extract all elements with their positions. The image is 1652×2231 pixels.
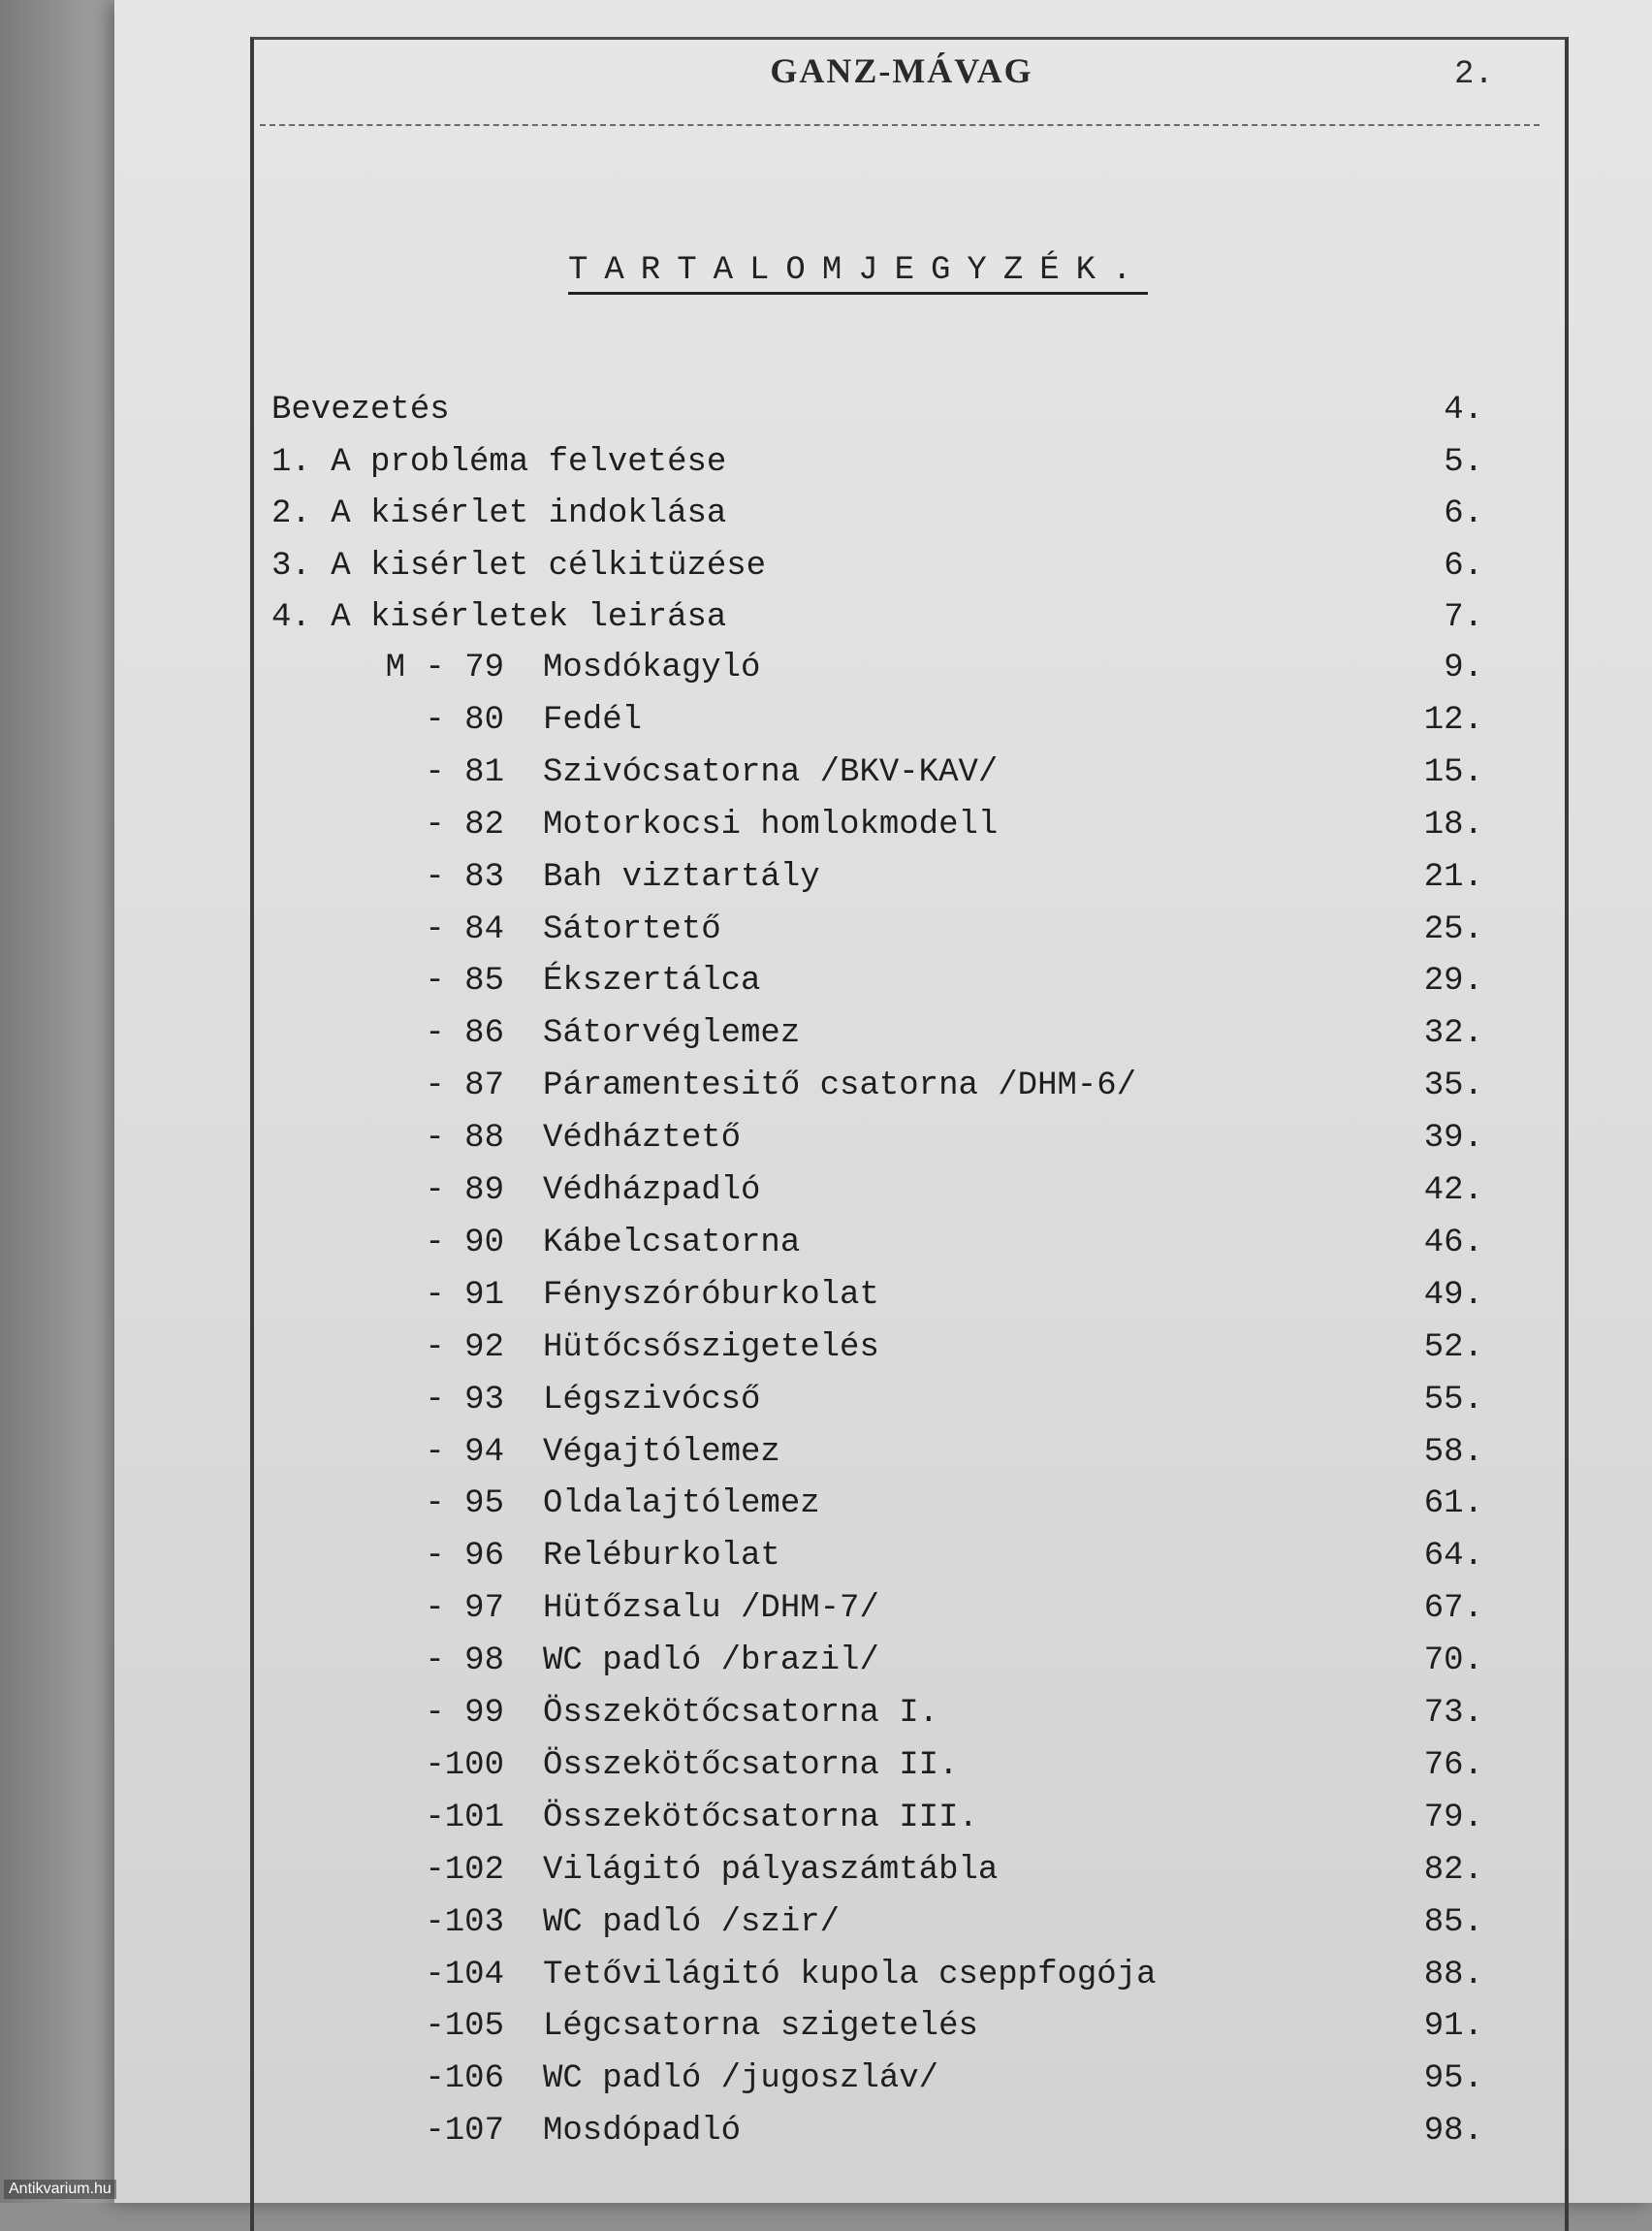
toc-item-code: - 88 xyxy=(425,1120,504,1157)
toc-item-row xyxy=(0,957,1648,1005)
toc-item-code: -106 xyxy=(425,2060,504,2097)
toc-item-title: Hütőcsőszigetelés xyxy=(543,1329,879,1366)
toc-page-number: 55. xyxy=(1423,1382,1483,1418)
toc-item-title: Mosdókagyló xyxy=(543,650,761,686)
toc-item-code: -104 xyxy=(425,1957,504,1993)
toc-item-title: Védháztető xyxy=(543,1120,742,1157)
toc-item-title: Motorkocsi homlokmodell xyxy=(543,807,999,844)
toc-item-title: Oldalajtólemez xyxy=(543,1485,820,1522)
toc-page-number: 4. xyxy=(1444,392,1483,429)
toc-item-code: - 80 xyxy=(425,702,504,739)
toc-item-row xyxy=(0,696,1648,745)
toc-page-number: 73. xyxy=(1423,1695,1483,1732)
toc-item-title: Bah viztartály xyxy=(543,859,820,896)
toc-section-label: Bevezetés xyxy=(271,392,450,429)
toc-item-row xyxy=(0,1689,1648,1737)
toc-page-number: 6. xyxy=(1444,495,1483,532)
toc-item-title: Összekötőcsatorna II. xyxy=(543,1747,959,1784)
toc-item-title: Fényszóróburkolat xyxy=(543,1277,879,1314)
toc-item-row xyxy=(0,2002,1648,2051)
toc-item-code: M - 79 xyxy=(385,650,504,686)
toc-item-title: WC padló /jugoszláv/ xyxy=(543,2060,939,2097)
toc-item-row xyxy=(0,1009,1648,1058)
toc-item-code: - 95 xyxy=(425,1485,504,1522)
toc-page-number: 61. xyxy=(1423,1485,1483,1522)
toc-item-title: Világitó pályaszámtábla xyxy=(543,1852,999,1889)
toc-item-row xyxy=(0,801,1648,849)
toc-item-code: -103 xyxy=(425,1904,504,1941)
toc-item-code: - 90 xyxy=(425,1225,504,1261)
toc-item-code: - 92 xyxy=(425,1329,504,1366)
toc-item-title: Páramentesitő csatorna /DHM-6/ xyxy=(543,1068,1137,1104)
toc-page-number: 29. xyxy=(1423,963,1483,1000)
toc-section-row xyxy=(0,438,1648,487)
toc-page-number: 39. xyxy=(1423,1120,1483,1157)
toc-item-code: -102 xyxy=(425,1852,504,1889)
toc-item-title: Fedél xyxy=(543,702,643,739)
toc-item-title: Kábelcsatorna xyxy=(543,1225,801,1261)
header-divider xyxy=(260,124,1540,126)
toc-page-number: 91. xyxy=(1423,2008,1483,2045)
toc-item-row xyxy=(0,1794,1648,1842)
toc-page-number: 15. xyxy=(1423,754,1483,791)
toc-item-code: - 83 xyxy=(425,859,504,896)
toc-item-title: Szivócsatorna /BKV-KAV/ xyxy=(543,754,999,791)
toc-page-number: 76. xyxy=(1423,1747,1483,1784)
toc-page-number: 67. xyxy=(1423,1590,1483,1627)
toc-item-code: -100 xyxy=(425,1747,504,1784)
toc-item-title: Hütőzsalu /DHM-7/ xyxy=(543,1590,879,1627)
toc-item-row xyxy=(0,2107,1648,2155)
toc-section-label: 2. A kisérlet indoklása xyxy=(271,495,727,532)
toc-page-number: 52. xyxy=(1423,1329,1483,1366)
toc-page-number: 46. xyxy=(1423,1225,1483,1261)
toc-page-number: 64. xyxy=(1423,1538,1483,1575)
toc-item-title: Sátorvéglemez xyxy=(543,1015,801,1052)
toc-item-row xyxy=(0,1584,1648,1633)
toc-item-title: Mosdópadló xyxy=(543,2113,742,2150)
toc-item-row xyxy=(0,1219,1648,1267)
toc-item-code: - 82 xyxy=(425,807,504,844)
toc-item-title: Összekötőcsatorna I. xyxy=(543,1695,939,1732)
toc-item-row xyxy=(0,906,1648,954)
toc-page-number: 49. xyxy=(1423,1277,1483,1314)
toc-item-code: -105 xyxy=(425,2008,504,2045)
company-name: GANZ-MÁVAG xyxy=(770,51,1033,90)
toc-page-number: 79. xyxy=(1423,1800,1483,1836)
toc-item-title: Ékszertálca xyxy=(543,963,761,1000)
toc-item-title: Tetővilágitó kupola cseppfogója xyxy=(543,1957,1157,1993)
toc-page-number: 12. xyxy=(1423,702,1483,739)
toc-page-number: 35. xyxy=(1423,1068,1483,1104)
toc-page-number: 32. xyxy=(1423,1015,1483,1052)
toc-page-number: 58. xyxy=(1423,1434,1483,1471)
toc-item-row xyxy=(0,644,1648,692)
toc-item-row xyxy=(0,1637,1648,1685)
toc-item-code: - 99 xyxy=(425,1695,504,1732)
toc-item-code: - 91 xyxy=(425,1277,504,1314)
toc-item-code: -101 xyxy=(425,1800,504,1836)
toc-page-number: 42. xyxy=(1423,1172,1483,1209)
toc-item-row xyxy=(0,1271,1648,1320)
toc-item-title: Légcsatorna szigetelés xyxy=(543,2008,978,2045)
toc-item-row xyxy=(0,1062,1648,1110)
toc-item-code: - 86 xyxy=(425,1015,504,1052)
toc-page-number: 9. xyxy=(1444,650,1483,686)
toc-item-code: - 98 xyxy=(425,1642,504,1679)
toc-item-row xyxy=(0,1166,1648,1215)
toc-section-row xyxy=(0,386,1648,434)
toc-item-code: - 89 xyxy=(425,1172,504,1209)
toc-item-title: Légszivócső xyxy=(543,1382,761,1418)
toc-item-title: WC padló /szir/ xyxy=(543,1904,841,1941)
toc-item-row xyxy=(0,1846,1648,1895)
watermark: Antikvarium.hu xyxy=(4,2180,116,2199)
toc-page-number: 95. xyxy=(1423,2060,1483,2097)
toc-item-code: - 93 xyxy=(425,1382,504,1418)
toc-section-row xyxy=(0,542,1648,590)
toc-section-label: 1. A probléma felvetése xyxy=(271,444,727,481)
toc-page-number: 98. xyxy=(1423,2113,1483,2150)
toc-item-code: - 87 xyxy=(425,1068,504,1104)
toc-item-title: WC padló /brazil/ xyxy=(543,1642,879,1679)
toc-item-title: Védházpadló xyxy=(543,1172,761,1209)
toc-item-title: Összekötőcsatorna III. xyxy=(543,1800,978,1836)
toc-item-row xyxy=(0,1898,1648,1947)
toc-item-row xyxy=(0,1741,1648,1790)
toc-item-title: Végajtólemez xyxy=(543,1434,780,1471)
toc-item-code: - 94 xyxy=(425,1434,504,1471)
toc-item-row xyxy=(0,1532,1648,1580)
toc-page-number: 18. xyxy=(1423,807,1483,844)
toc-item-code: - 84 xyxy=(425,911,504,948)
page-number: 2. xyxy=(1454,56,1494,93)
toc-section-row xyxy=(0,593,1648,642)
toc-page-number: 21. xyxy=(1423,859,1483,896)
toc-item-row xyxy=(0,853,1648,902)
toc-item-row xyxy=(0,1428,1648,1477)
toc-item-row xyxy=(0,1480,1648,1528)
toc-section-row xyxy=(0,490,1648,538)
toc-item-row xyxy=(0,749,1648,797)
toc-item-title: Sátortető xyxy=(543,911,721,948)
toc-page-number: 25. xyxy=(1423,911,1483,948)
toc-item-code: - 96 xyxy=(425,1538,504,1575)
toc-section-label: 3. A kisérlet célkitüzése xyxy=(271,548,767,585)
toc-item-title: Reléburkolat xyxy=(543,1538,780,1575)
toc-page-number: 5. xyxy=(1444,444,1483,481)
toc-item-row xyxy=(0,1376,1648,1424)
toc-item-row xyxy=(0,2055,1648,2103)
toc-item-code: -107 xyxy=(425,2113,504,2150)
toc-item-row xyxy=(0,1951,1648,1999)
toc-item-code: - 81 xyxy=(425,754,504,791)
toc-page-number: 88. xyxy=(1423,1957,1483,1993)
toc-page-number: 7. xyxy=(1444,599,1483,636)
toc-page-number: 85. xyxy=(1423,1904,1483,1941)
toc-item-code: - 97 xyxy=(425,1590,504,1627)
toc-item-row xyxy=(0,1323,1648,1372)
toc-page-number: 82. xyxy=(1423,1852,1483,1889)
toc-section-label: 4. A kisérletek leirása xyxy=(271,599,727,636)
toc-title: TARTALOMJEGYZÉK. xyxy=(568,252,1148,295)
toc-item-row xyxy=(0,1114,1648,1163)
toc-page-number: 70. xyxy=(1423,1642,1483,1679)
toc-page-number: 6. xyxy=(1444,548,1483,585)
toc-item-code: - 85 xyxy=(425,963,504,1000)
